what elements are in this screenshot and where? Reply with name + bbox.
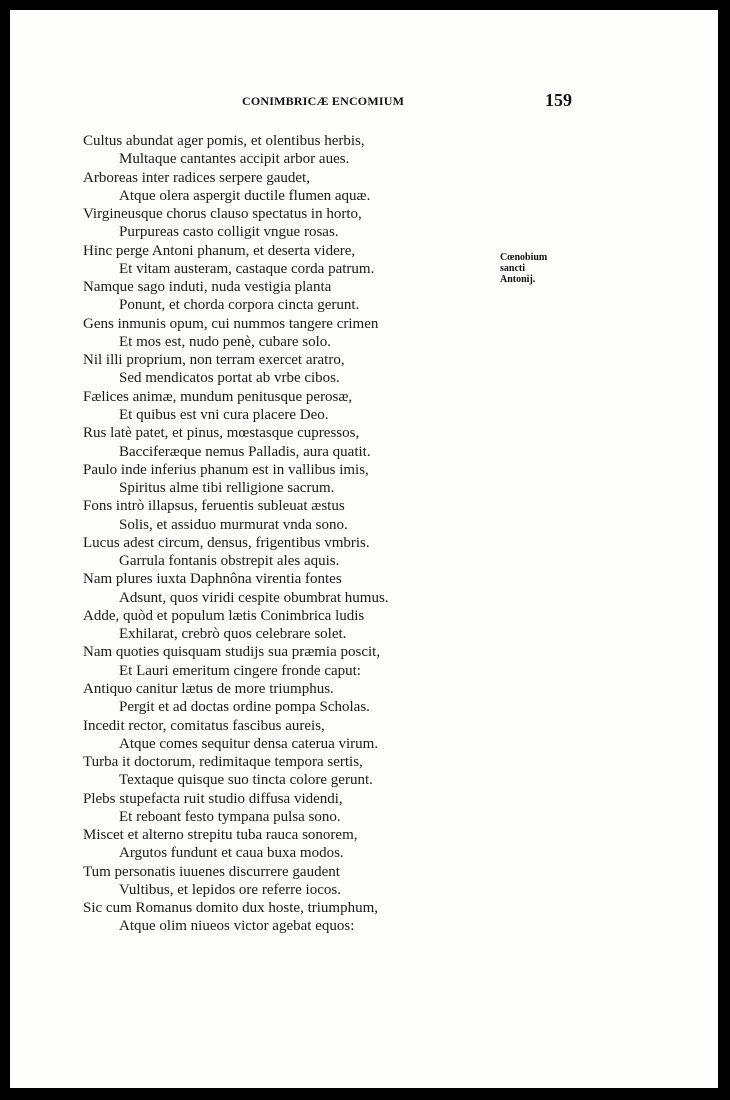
page-header	[10, 90, 718, 114]
page-number: 159	[545, 90, 572, 110]
poem-text	[83, 132, 503, 936]
verse-line: Plebs stupefacta ruit studio diffusa videndi,	[83, 790, 343, 807]
verse-line: Et reboant festo tympana pulsa sono.	[119, 808, 341, 825]
verse-line: Rus latè patet, et pinus, mœstasque cupressos,	[83, 425, 360, 442]
verse-line: Nam plures iuxta Daphnôna virentia fontes	[83, 571, 342, 588]
verse-line: Fælices animæ, mundum penitusque perosæ,	[83, 388, 353, 405]
verse-line: Hinc perge Antoni phanum, et deserta videre,	[83, 242, 356, 259]
verse-line: Vultibus, et lepidos ore referre iocos.	[119, 881, 341, 898]
verse-line: Solis, et assiduo murmurat vnda sono.	[119, 516, 348, 533]
verse-line: Garrula fontanis obstrepit ales aquis.	[119, 553, 340, 570]
verse-line: Bacciferæque nemus Palladis, aura quatit.	[119, 443, 371, 460]
verse-line: Et vitam austeram, castaque corda patrum.	[119, 260, 375, 277]
verse-line: Lucus adest circum, densus, frigentibus vmbris.	[83, 534, 370, 551]
verse-line: Exhilarat, crebrò quos celebrare solet.	[119, 626, 347, 643]
verse-line: Cultus abundat ager pomis, et olentibus herbis,	[83, 133, 365, 149]
verse-line: Turba it doctorum, redimitaque tempora sertis,	[83, 754, 363, 771]
verse-line: Multaque cantantes accipit arbor aues.	[119, 151, 350, 168]
verse-line: Adsunt, quos viridi cespite obumbrat humus.	[119, 589, 389, 606]
verse-line: Textaque quisque suo tincta colore gerunt.	[119, 772, 373, 789]
verse-line: Incedit rector, comitatus fascibus aureis,	[83, 717, 325, 734]
verse-line: Namque sago induti, nuda vestigia planta	[83, 279, 332, 296]
verse-line: Purpureas casto colligit vngue rosas.	[119, 224, 339, 241]
verse-line: Nil illi proprium, non terram exercet aratro,	[83, 352, 345, 369]
verse-line: Sic cum Romanus domito dux hoste, triumphum,	[83, 900, 378, 917]
verse-line: Sed mendicatos portat ab vrbe cibos.	[119, 370, 340, 387]
verse-line: Atque olera aspergit ductile flumen aquæ.	[119, 187, 371, 204]
verse-line: Fons intrò illapsus, feruentis subleuat æstus	[83, 498, 345, 515]
running-title: CONIMBRICÆ ENCOMIUM	[242, 94, 405, 108]
verse-line: Miscet et alterno strepitu tuba rauca sonorem,	[83, 827, 358, 844]
verse-line: Et mos est, nudo penè, cubare solo.	[119, 333, 332, 350]
verse-line: Arboreas inter radices serpere gaudet,	[83, 169, 310, 186]
verse-line: Adde, quòd et populum lætis Conimbrica ludis	[83, 607, 365, 624]
verse-line: Atque olim niueos victor agebat equos:	[119, 918, 355, 935]
verse-line: Argutos fundunt et caua buxa modos.	[119, 845, 344, 862]
verse-line: Tum personatis iuuenes discurrere gaudent	[83, 863, 340, 880]
verse-line: Atque comes sequitur densa caterua virum.	[119, 735, 379, 752]
marginal-note: Cœnobium sancti Antonij.	[500, 252, 548, 285]
verse-line: Paulo inde inferius phanum est in vallibus imis,	[83, 461, 369, 478]
verse-line: Gens inmunis opum, cui nummos tangere crimen	[83, 315, 379, 332]
verse-line: Et quibus est vni cura placere Deo.	[119, 406, 329, 423]
verse-line: Virgineusque chorus clauso spectatus in horto,	[83, 206, 362, 223]
verse-line: Et Lauri emeritum cingere fronde caput:	[119, 662, 361, 679]
verse-line: Pergit et ad doctas ordine pompa Scholas.	[119, 699, 370, 716]
verse-line: Spiritus alme tibi relligione sacrum.	[119, 480, 335, 497]
verse-line: Nam quoties quisquam studijs sua præmia poscit,	[83, 644, 381, 661]
verse-line: Antiquo canitur lætus de more triumphus.	[83, 680, 334, 697]
book-page	[10, 10, 718, 1088]
verse-line: Ponunt, et chorda corpora cincta gerunt.	[119, 297, 360, 314]
